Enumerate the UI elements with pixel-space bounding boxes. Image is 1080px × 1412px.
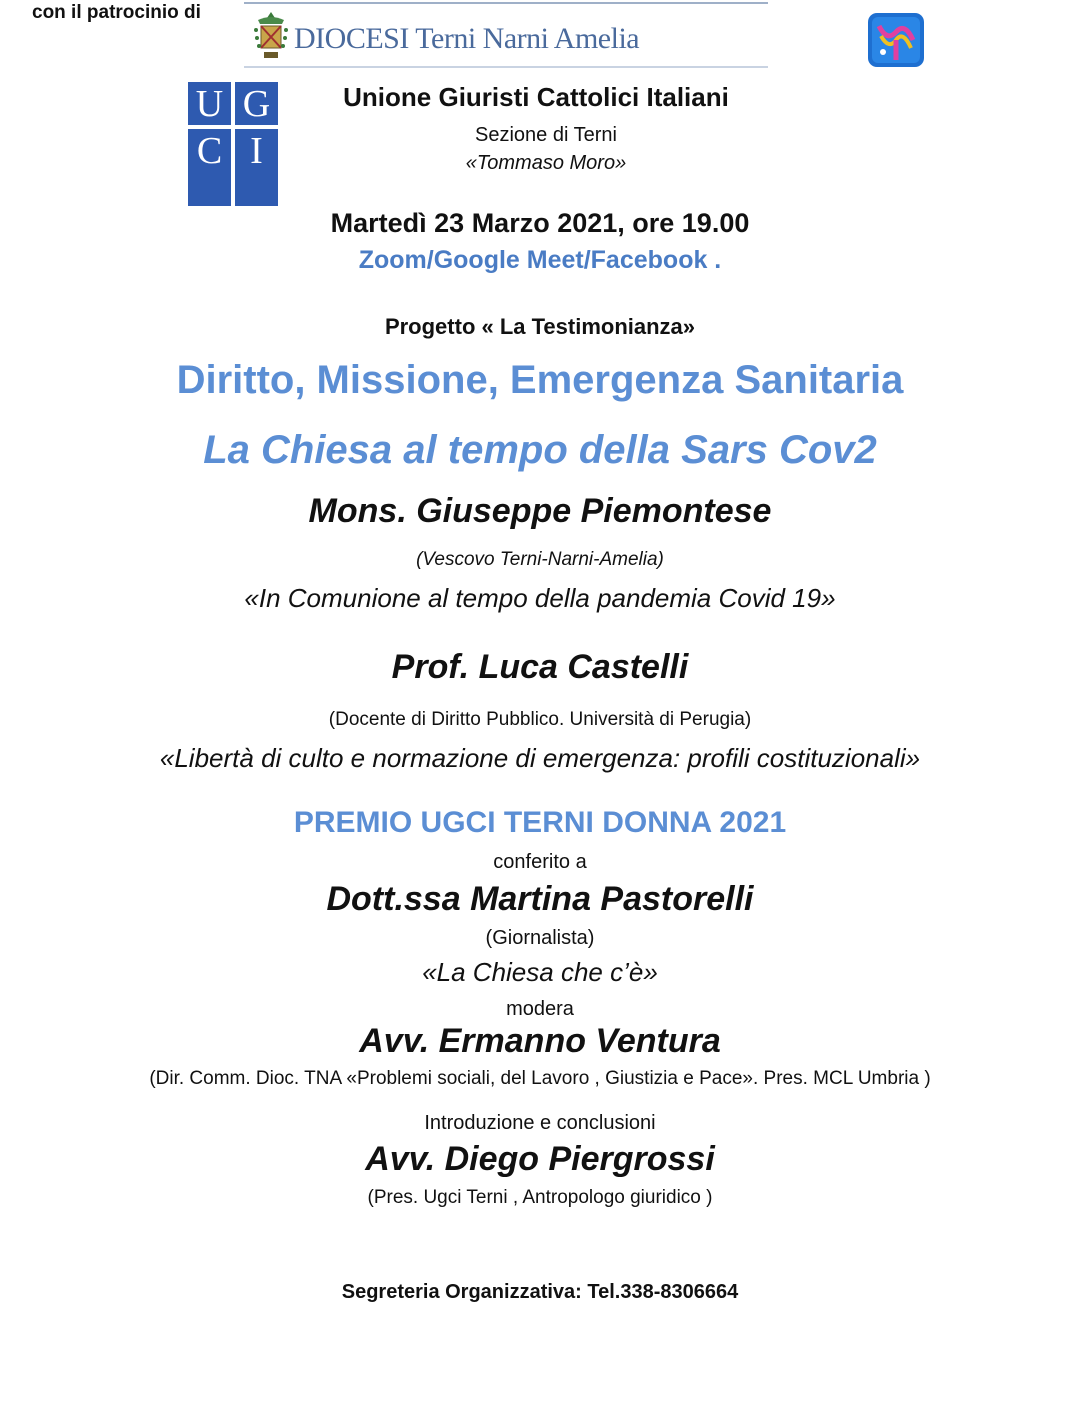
- intro-speaker-name: Avv. Diego Piergrossi: [365, 1140, 715, 1178]
- award-recipient-talk: «La Chiesa che c’è»: [422, 957, 658, 987]
- speaker-2-name: Prof. Luca Castelli: [391, 648, 689, 686]
- speaker-2-talk: «Libertà di culto e normazione di emergenza: profili costituzionali»: [159, 743, 921, 773]
- ugci-logo-letter: G: [235, 82, 278, 125]
- moderator-role: (Dir. Comm. Dioc. TNA «Problemi sociali, del Lavoro , Giustizia e Pace». Pres. MCL Umbria ): [149, 1068, 931, 1089]
- event-date: Martedì 23 Marzo 2021, ore 19.00: [330, 208, 750, 238]
- organizing-secretariat: Segreteria Organizzativa: Tel.338-8306664: [341, 1281, 739, 1303]
- event-subtitle: La Chiesa al tempo della Sars Cov2: [203, 428, 877, 472]
- organization-name: Unione Giuristi Cattolici Italiani: [343, 82, 729, 112]
- patronage-label: con il patrocinio di: [32, 2, 201, 23]
- moderator-name: Avv. Ermanno Ventura: [359, 1022, 721, 1060]
- diocese-crest-icon: [252, 10, 290, 64]
- award-recipient-name: Dott.ssa Martina Pastorelli: [326, 880, 754, 918]
- event-title: Diritto, Missione, Emergenza Sanitaria: [176, 358, 904, 402]
- section-name: Sezione di Terni: [475, 124, 617, 146]
- project-label: Progetto « La Testimonianza»: [384, 314, 696, 339]
- diocese-banner: [244, 2, 768, 68]
- ugci-logo-letter: C: [188, 129, 231, 206]
- intro-label: Introduzione e conclusioni: [424, 1112, 656, 1134]
- section-dedication: «Tommaso Moro»: [465, 152, 627, 174]
- intro-speaker-role: (Pres. Ugci Terni , Antropologo giuridico ): [367, 1187, 713, 1208]
- award-conferred-label: conferito a: [493, 851, 587, 873]
- speaker-2-role: (Docente di Diritto Pubblico. Università di Perugia): [328, 709, 752, 730]
- speaker-1-talk: «In Comunione al tempo della pandemia Covid 19»: [244, 583, 836, 613]
- moderator-label: modera: [506, 998, 574, 1020]
- diocese-name: DIOCESI Terni Narni Amelia: [294, 22, 640, 55]
- event-platforms: Zoom/Google Meet/Facebook .: [358, 246, 722, 274]
- ugci-logo: [188, 82, 280, 206]
- speaker-1-role: (Vescovo Terni-Narni-Amelia): [416, 549, 664, 570]
- award-recipient-role: (Giornalista): [485, 927, 595, 949]
- award-title: PREMIO UGCI TERNI DONNA 2021: [293, 806, 787, 839]
- mcl-logo-icon: [867, 12, 925, 68]
- speaker-1-name: Mons. Giuseppe Piemontese: [308, 492, 772, 530]
- ugci-logo-letter: I: [235, 129, 278, 206]
- ugci-logo-letter: U: [188, 82, 231, 125]
